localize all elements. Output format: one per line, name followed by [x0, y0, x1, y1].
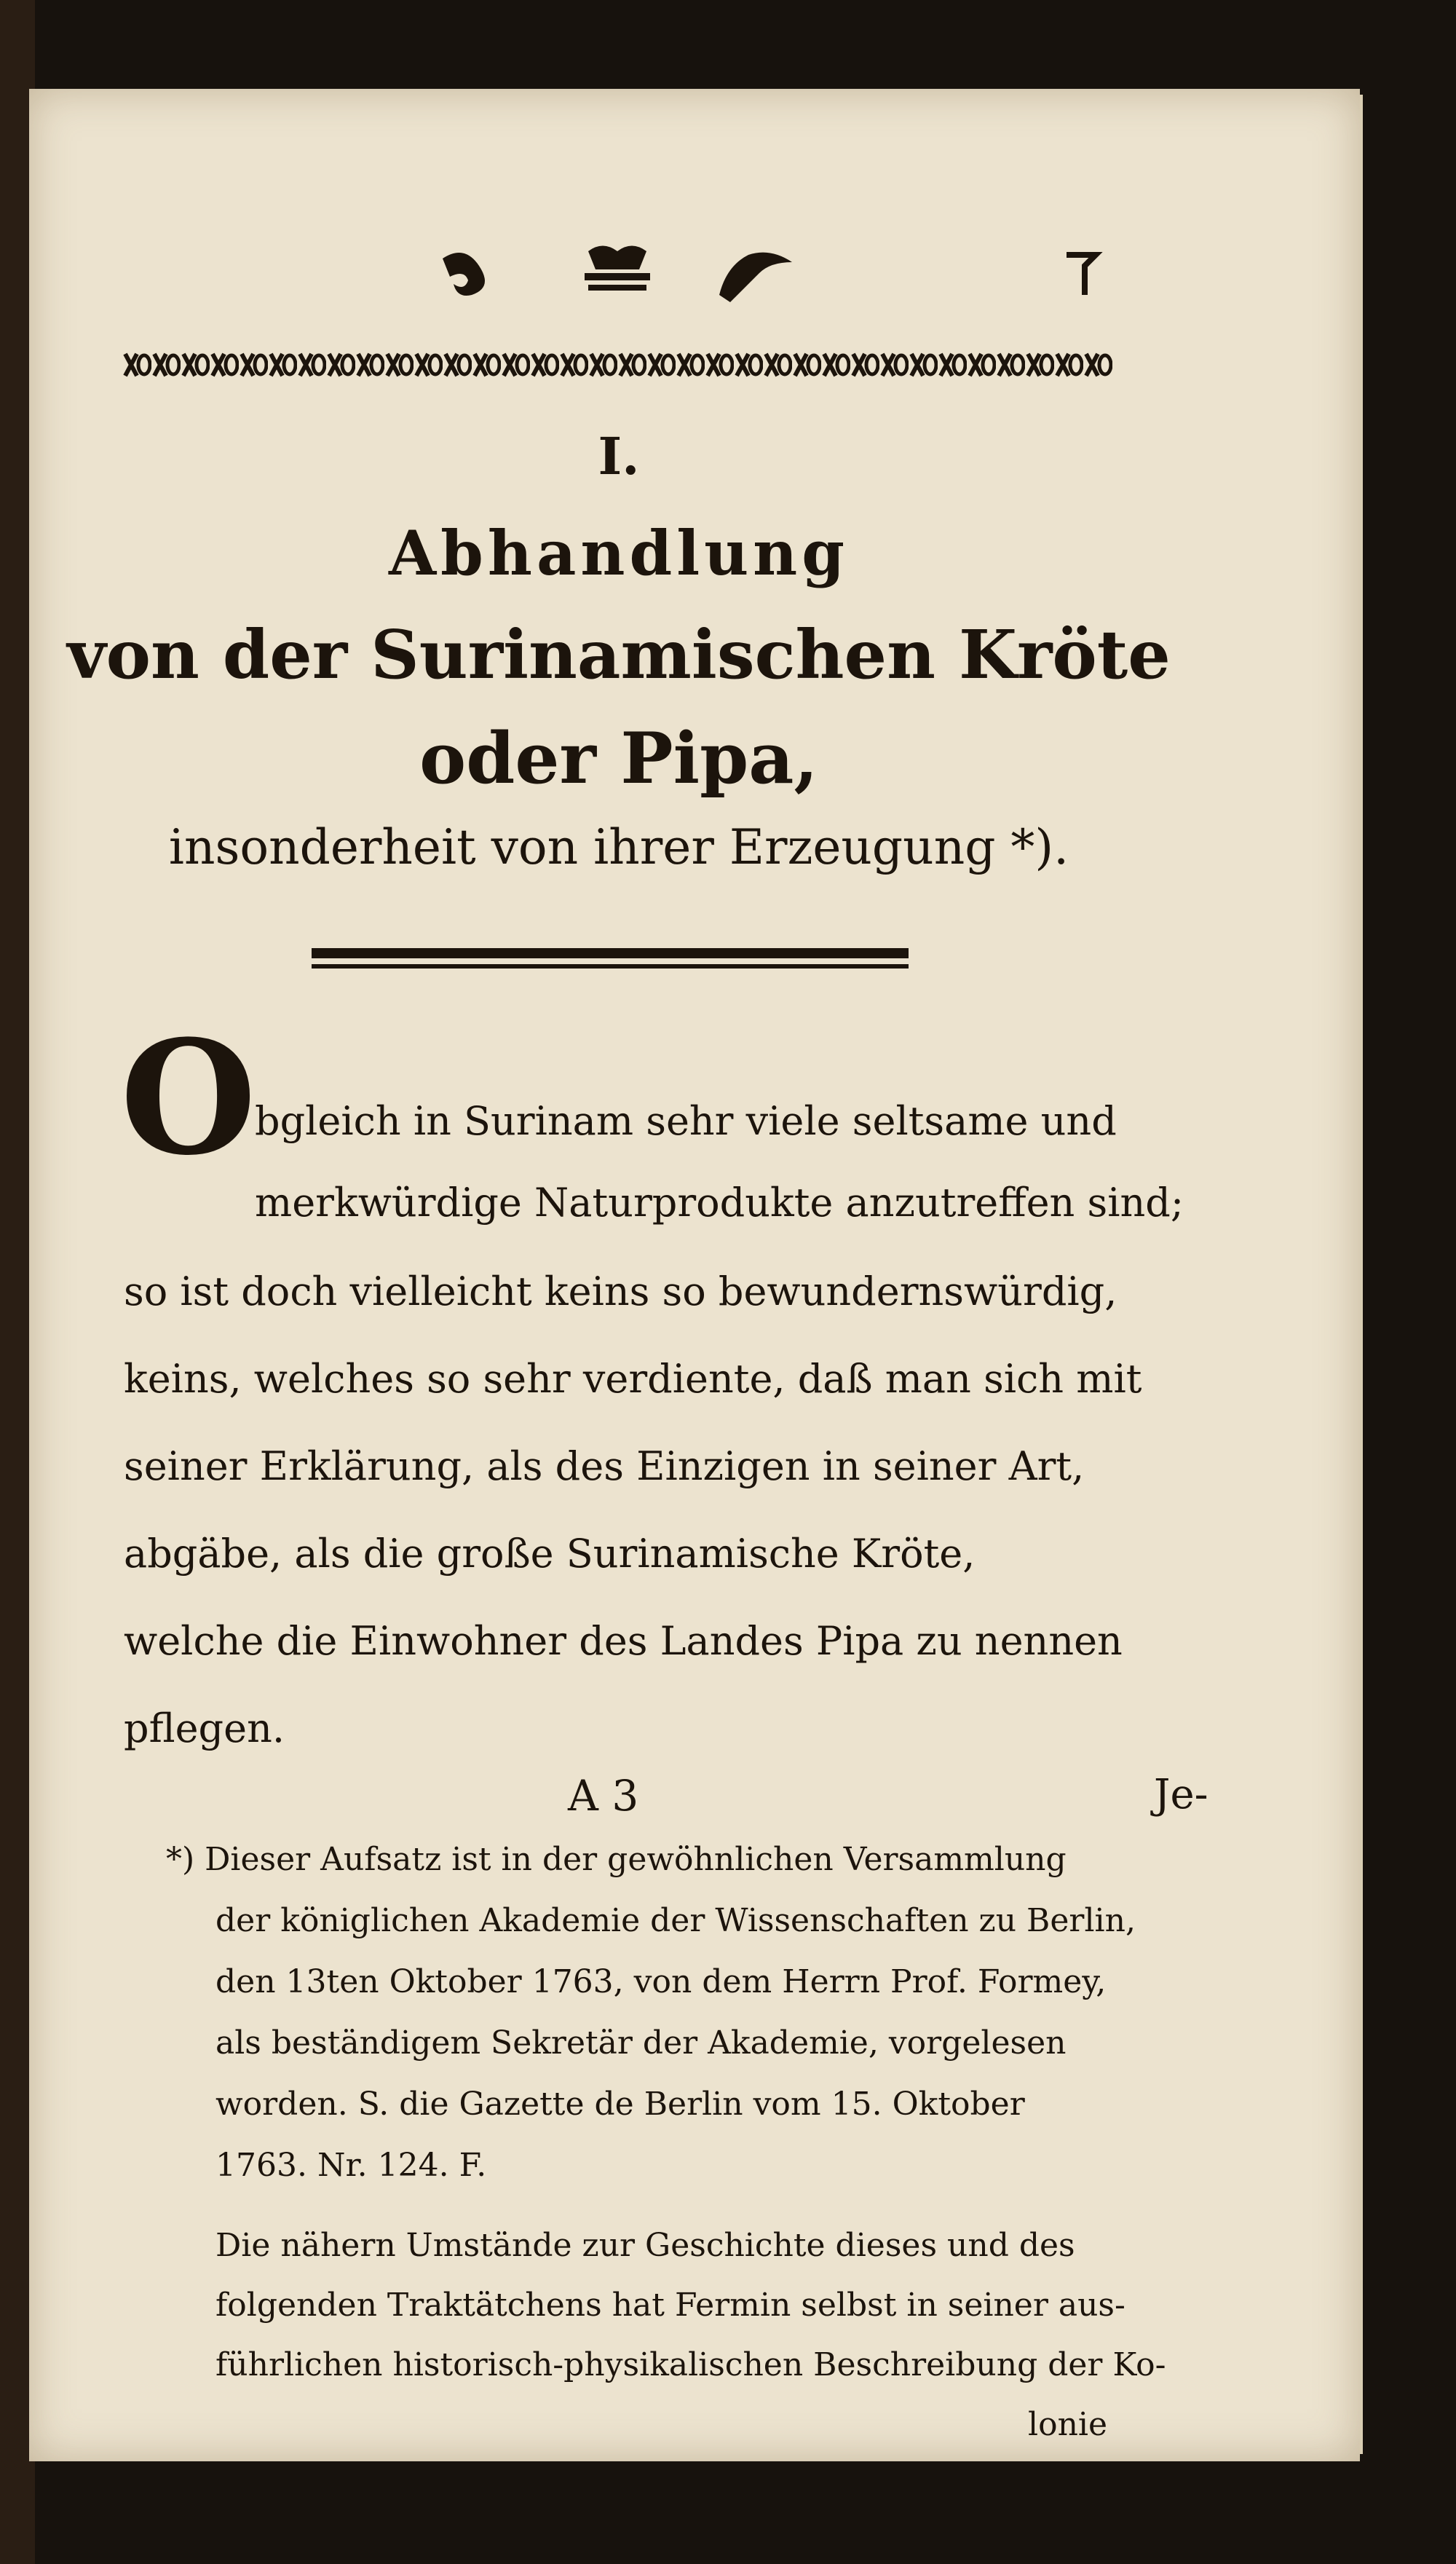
note-line: lonie — [1028, 2406, 1108, 2443]
footnote-line: als beständigem Sekretär der Akademie, vorgelesen — [215, 2024, 1067, 2062]
footnote-line: 1763. Nr. 124. F. — [215, 2147, 487, 2184]
body-line: abgäbe, als die große Surinamische Kröte, — [124, 1531, 976, 1577]
body-line: so ist doch vielleicht keins so bewundernswürdig, — [124, 1269, 1117, 1314]
double-rule — [312, 947, 909, 974]
footnote-line: der königlichen Akademie der Wissenschaften zu Berlin, — [215, 1902, 1136, 1939]
body-line: bgleich in Surinam sehr viele seltsame und — [255, 1098, 1117, 1144]
footnote-line: worden. S. die Gazette de Berlin vom 15. Oktober — [215, 2086, 1025, 2123]
body-line: keins, welches so sehr verdiente, daß man sich mit — [124, 1356, 1142, 1402]
ornamental-border — [122, 348, 1112, 382]
body-line: pflegen. — [124, 1705, 285, 1751]
note-line: Die nähern Umstände zur Geschichte dieses und des — [215, 2227, 1075, 2264]
title-line-2: von der Surinamischen Kröte — [67, 615, 1171, 694]
body-line: seiner Erklärung, als des Einzigen in seiner Art, — [124, 1443, 1085, 1489]
title-line-1: Abhandlung — [388, 517, 849, 589]
title-line-3: oder Pipa, — [419, 717, 818, 800]
note-line: folgenden Traktätchens hat Fermin selbst in seiner aus- — [215, 2287, 1125, 2324]
footnote-line: den 13ten Oktober 1763, von dem Herrn Prof. Formey, — [215, 1963, 1107, 2000]
note-line: führlichen historisch-physikalischen Beschreibung der Ko- — [215, 2346, 1166, 2383]
ink-mark-icon — [1059, 248, 1103, 306]
footnote-line: *) Dieser Aufsatz ist in der gewöhnlichen Versammlung — [166, 1841, 1067, 1878]
title-line-4: insonderheit von ihrer Erzeugung *). — [168, 819, 1069, 875]
body-line: welche die Einwohner des Landes Pipa zu nennen — [124, 1618, 1123, 1664]
catchword: Je- — [1154, 1771, 1208, 1818]
ornament-icon — [435, 237, 814, 309]
signature-mark: A 3 — [568, 1771, 639, 1821]
chapter-number: I. — [598, 426, 640, 486]
body-line: merkwürdige Naturprodukte anzutreffen sind; — [255, 1180, 1184, 1226]
drop-cap: O — [120, 1006, 257, 1190]
